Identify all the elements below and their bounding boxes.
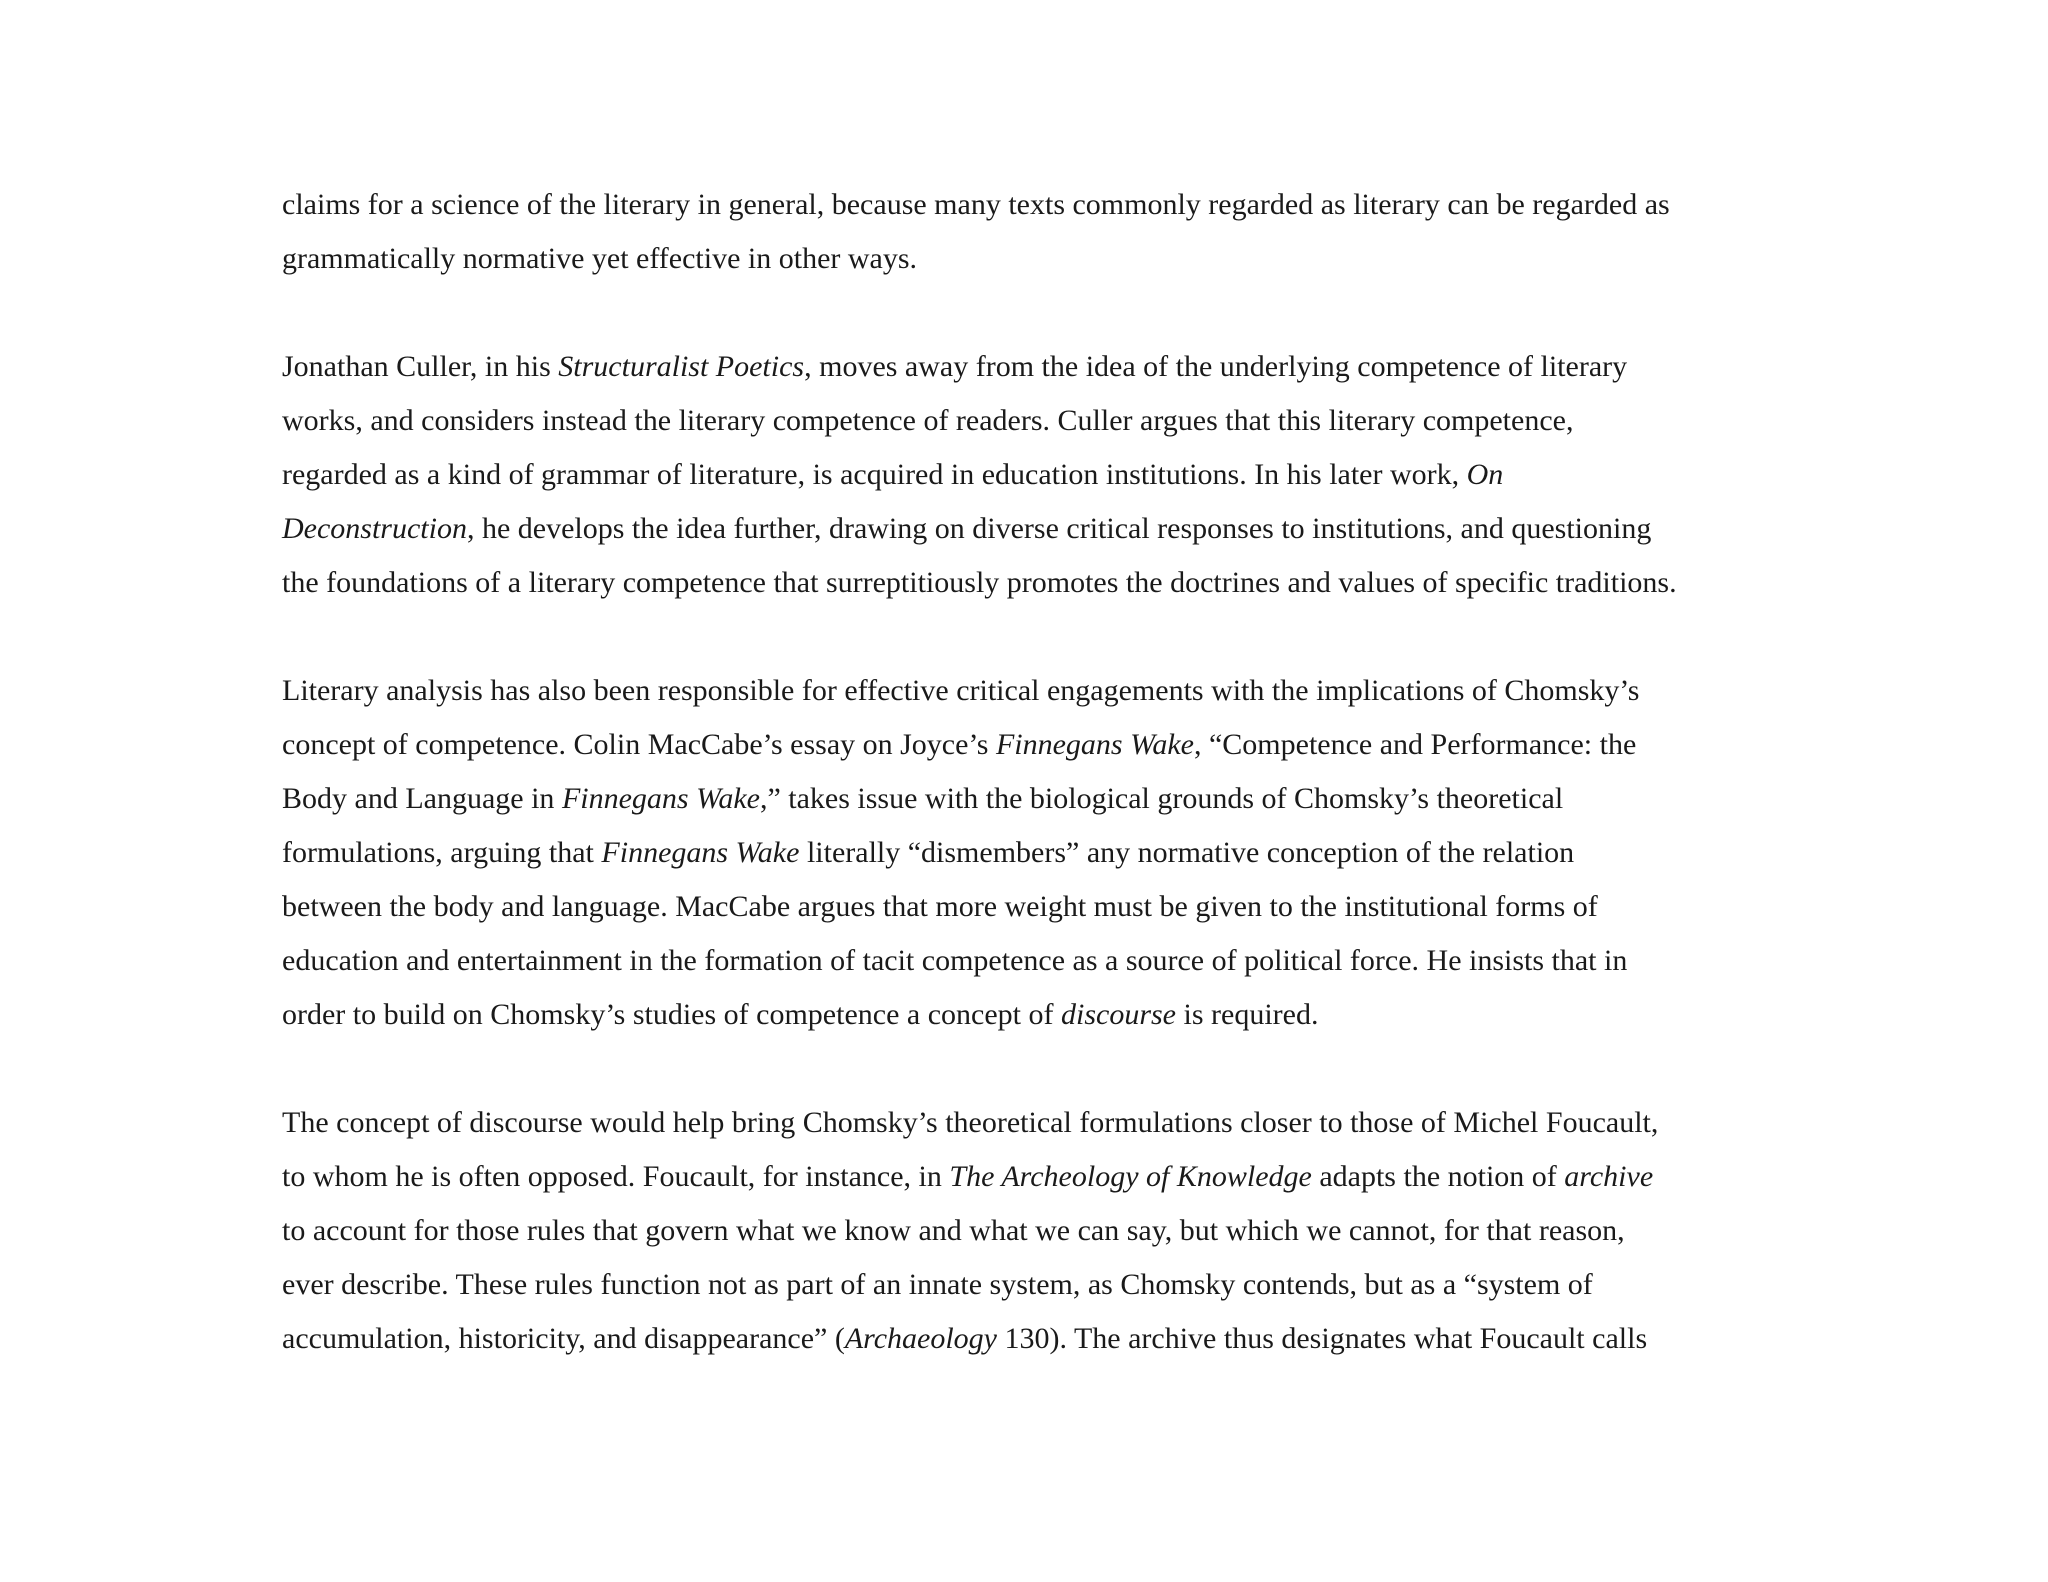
text-segment: adapts the notion of xyxy=(1311,1160,1565,1193)
paragraph-gap xyxy=(282,286,1782,340)
text-line xyxy=(282,502,1782,556)
italic-title-text: Archaeology xyxy=(844,1322,997,1355)
italic-title-text: discourse xyxy=(1061,998,1176,1031)
text-segment: Literary analysis has also been responsible for effective critical engagements with the implications of Chomsky’s xyxy=(282,674,1640,707)
text-segment: regarded as a kind of grammar of literature, is acquired in education institutions. In his later work, xyxy=(282,458,1467,491)
text-segment: works, and considers instead the literary competence of readers. Culler argues that this literary competence, xyxy=(282,404,1574,437)
paragraph xyxy=(282,178,1782,286)
text-line xyxy=(282,1204,1782,1258)
paragraph-gap xyxy=(282,1042,1782,1096)
text-segment: accumulation, historicity, and disappearance” ( xyxy=(282,1322,845,1355)
text-segment: order to build on Chomsky’s studies of competence a concept of xyxy=(282,998,1061,1031)
italic-title-text: The Archeology of Knowledge xyxy=(949,1160,1312,1193)
text-segment: , “Competence and Performance: the xyxy=(1193,728,1637,761)
italic-title-text: Structuralist Poetics xyxy=(558,350,805,383)
text-segment: to account for those rules that govern what we know and what we can say, but which we cannot, for that reason, xyxy=(282,1214,1625,1247)
text-line xyxy=(282,1258,1782,1312)
text-segment: grammatically normative yet effective in other ways. xyxy=(282,242,918,275)
text-segment: literally “dismembers” any normative conception of the relation xyxy=(799,836,1575,869)
text-segment: , moves away from the idea of the underlying competence of literary xyxy=(804,350,1628,383)
text-segment: , he develops the idea further, drawing on diverse critical responses to institutions, and questioning xyxy=(466,512,1652,545)
text-segment: formulations, arguing that xyxy=(282,836,602,869)
text-line xyxy=(282,1150,1782,1204)
italic-title-text: Deconstruction xyxy=(282,512,467,545)
text-line xyxy=(282,718,1782,772)
text-line xyxy=(282,448,1782,502)
paragraph-gap xyxy=(282,610,1782,664)
text-segment: The concept of discourse would help bring Chomsky’s theoretical formulations closer to those of Michel Foucault, xyxy=(282,1106,1659,1139)
paragraph xyxy=(282,664,1782,1042)
text-line xyxy=(282,1096,1782,1150)
text-segment: claims for a science of the literary in general, because many texts commonly regarded as literary can be regarded as xyxy=(282,188,1670,221)
italic-title-text: Finnegans Wake xyxy=(561,782,760,815)
text-line xyxy=(282,664,1782,718)
text-line xyxy=(282,232,1782,286)
text-line xyxy=(282,178,1782,232)
text-segment: 130). The archive thus designates what Foucault calls xyxy=(997,1322,1648,1355)
text-segment: the foundations of a literary competence that surreptitiously promotes the doctrines and values of specific traditions. xyxy=(282,566,1677,599)
italic-title-text: archive xyxy=(1564,1160,1654,1193)
body-text xyxy=(282,178,1782,1366)
italic-title-text: Finnegans Wake xyxy=(995,728,1194,761)
text-line xyxy=(282,934,1782,988)
italic-title-text: Finnegans Wake xyxy=(601,836,800,869)
text-segment: ever describe. These rules function not as part of an innate system, as Chomsky contends, but as a “system of xyxy=(282,1268,1593,1301)
text-segment: Jonathan Culler, in his xyxy=(282,350,559,383)
paragraph xyxy=(282,340,1782,610)
text-segment: ,” takes issue with the biological grounds of Chomsky’s theoretical xyxy=(759,782,1564,815)
text-line xyxy=(282,772,1782,826)
text-line xyxy=(282,394,1782,448)
text-line xyxy=(282,1312,1782,1366)
text-segment: between the body and language. MacCabe argues that more weight must be given to the institutional forms of xyxy=(282,890,1598,923)
text-segment: to whom he is often opposed. Foucault, for instance, in xyxy=(282,1160,950,1193)
italic-title-text: On xyxy=(1466,458,1504,491)
paragraph xyxy=(282,1096,1782,1366)
text-line xyxy=(282,556,1782,610)
text-segment: concept of competence. Colin MacCabe’s essay on Joyce’s xyxy=(282,728,996,761)
text-segment: Body and Language in xyxy=(282,782,562,815)
text-segment: education and entertainment in the formation of tacit competence as a source of political force. He insists that in xyxy=(282,944,1628,977)
text-line xyxy=(282,340,1782,394)
text-line xyxy=(282,880,1782,934)
text-segment: is required. xyxy=(1176,998,1319,1031)
text-line xyxy=(282,988,1782,1042)
text-line xyxy=(282,826,1782,880)
